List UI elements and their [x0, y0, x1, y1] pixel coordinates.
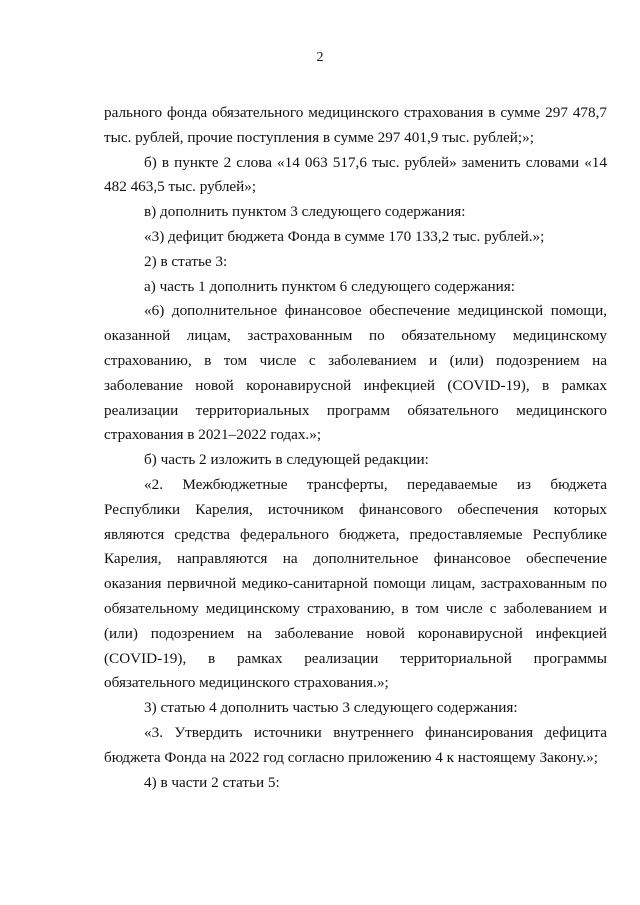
paragraph: «2. Межбюджетные трансферты, передаваемые из бюджета Республики Карелия, источником финансового обеспечения которых являются средства федерального бюджета, предоставляемые Республике Карелия, направляются на дополнительное финансовое обеспечение оказания первичной медико-санитарной помощи лицам, застрахованным по обязательному медицинскому страхованию, в том числе с заболеванием и (или) подозрением на заболевание новой коронавирусной инфекцией (COVID-19), в рамках реализации территориальной программы обязательного медицинского страхования.»;	[104, 475, 607, 692]
paragraph: в) дополнить пунктом 3 следующего содержания:	[144, 203, 466, 221]
paragraph: 4) в части 2 статьи 5:	[144, 773, 280, 791]
paragraph: б) часть 2 изложить в следующей редакции:	[144, 451, 429, 469]
paragraph: «6) дополнительное финансовое обеспечение медицинской помощи, оказанной лицам, застрахованным по обязательному медицинскому страхованию, в том числе с заболеванием и (или) подозрением на заболевание новой коронавирусной инфекцией (COVID-19), в рамках реализации территориальных программ обязательного медицинского страхования в 2021–2022 годах.»;	[104, 302, 607, 444]
paragraph: «3. Утвердить источники внутреннего финансирования дефицита бюджета Фонда на 2022 год согласно приложению 4 к настоящему Закону.»;	[104, 723, 607, 766]
document-body	[104, 101, 607, 795]
paragraph: б) в пункте 2 слова «14 063 517,6 тыс. рублей» заменить словами «14 482 463,5 тыс. рублей»;	[104, 153, 607, 196]
paragraph: а) часть 1 дополнить пунктом 6 следующего содержания:	[144, 277, 515, 295]
paragraph: 3) статью 4 дополнить частью 3 следующего содержания:	[144, 699, 518, 717]
paragraph: «3) дефицит бюджета Фонда в сумме 170 133,2 тыс. рублей.»;	[144, 227, 545, 245]
page-number: 2	[316, 50, 324, 65]
paragraph: 2) в статье 3:	[144, 252, 228, 270]
paragraph: рального фонда обязательного медицинского страхования в сумме 297 478,7 тыс. рублей, прочие поступления в сумме 297 401,9 тыс. рублей;»;	[104, 104, 607, 146]
